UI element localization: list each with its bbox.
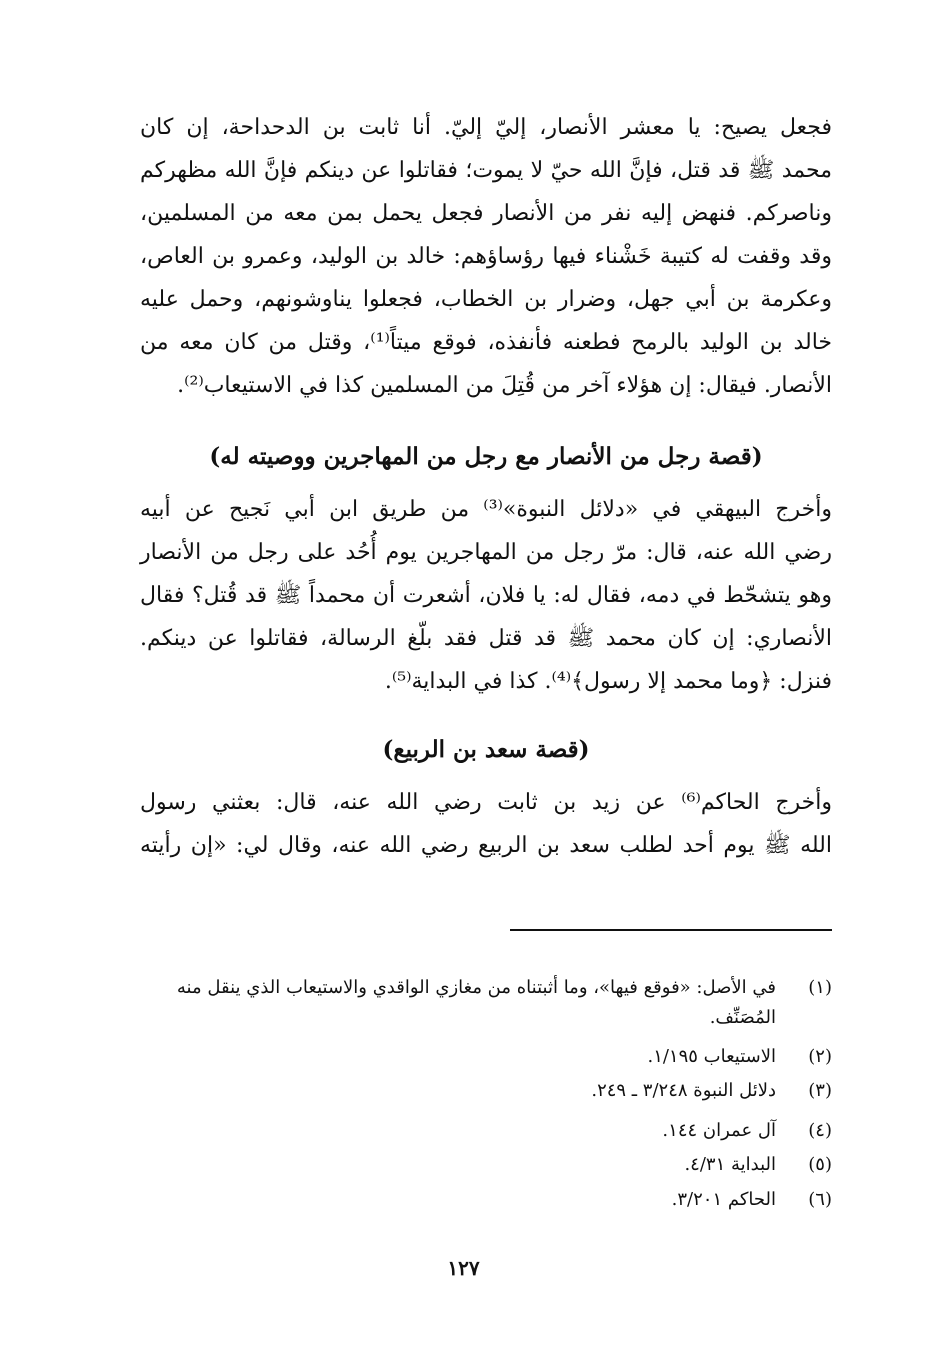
paragraph1-line: فجعل يصيح: يا معشر الأنصار، إليّ إليّ. أنا ثابت بن الدحداحة، إن كان — [140, 115, 832, 140]
footnote-text: الحاكم ٣/٢٠١. — [671, 1189, 776, 1210]
footnote-number: (٢) — [808, 1046, 832, 1067]
paragraph1-line: وقد وقفت له كتيبة خَشْناء فيها رؤساؤهم: خالد بن الوليد، وعمرو بن العاص، — [140, 244, 832, 269]
paragraph1-line: خالد بن الوليد بالرمح فطعنه فأنفذه، فوقع ميتاً⁽¹⁾، وقتل من كان معه من — [140, 330, 832, 355]
paragraph2-line: الأنصاري: إن كان محمد ﷺ قد قتل فقد بلّغ الرسالة، فقاتلوا عن دينكم. — [140, 626, 832, 651]
footnote-number: (١) — [808, 977, 832, 998]
footnote — [140, 1186, 832, 1214]
footnote-text: الاستيعاب ١/١٩٥. — [647, 1046, 776, 1067]
footnote-number: (٥) — [808, 1154, 832, 1175]
paragraph2-line: رضي الله عنه، قال: مرّ رجل من المهاجرين يوم أُحُد على رجل من الأنصار — [140, 540, 832, 565]
paragraph2-line: وهو يتشحّط في دمه، فقال له: يا فلان، أشعرت أن محمداً ﷺ قد قُتل؟ فقال — [140, 583, 832, 608]
footnote — [140, 1151, 832, 1179]
footnote-number: (٤) — [808, 1120, 832, 1141]
paragraph1-line: الأنصار. فيقال: إن هؤلاء آخر من قُتِلَ من المسلمين كذا في الاستيعاب⁽²⁾. — [177, 373, 832, 398]
footnote-continuation: المُصَنِّف. — [709, 1007, 776, 1028]
footnote-text: دلائل النبوة ٣/٢٤٨ ـ ٢٤٩. — [591, 1080, 776, 1101]
footnote-separator — [510, 929, 832, 931]
footnote — [140, 1043, 832, 1071]
paragraph1-line: محمد ﷺ قد قتل، فإنَّ الله حيّ لا يموت؛ فقاتلوا عن دينكم فإنَّ الله مظهركم — [140, 158, 832, 183]
footnote — [140, 1077, 832, 1105]
paragraph3-line: الله ﷺ يوم أحد لطلب سعد بن الربيع رضي الله عنه، وقال لي: «إن رأيته — [140, 833, 832, 858]
footnote — [140, 1117, 832, 1145]
paragraph1-line: وعكرمة بن أبي جهل، وضرار بن الخطاب، فجعلوا يناوشونهم، وحمل عليه — [140, 287, 832, 312]
footnote-text: البداية ٤/٣١. — [684, 1154, 776, 1175]
footnote-text: آل عمران ١٤٤. — [662, 1120, 776, 1141]
section-heading: (قصة رجل من الأنصار مع رجل من المهاجرين ووصيته له) — [209, 443, 763, 470]
section-heading: (قصة سعد بن الربيع) — [382, 736, 590, 763]
paragraph2-line: وأخرج البيهقي في «دلائل النبوة»⁽³⁾ من طريق ابن أبي نَجيح عن أبيه — [140, 497, 832, 522]
footnote-text: في الأصل: «فوقع فيها»، وما أثبتناه من مغازي الواقدي والاستيعاب الذي ينقل منه — [176, 977, 776, 998]
paragraph1-line: وناصركم. فنهض إليه نفر من الأنصار فجعل يحمل بمن معه من المسلمين، — [140, 201, 832, 226]
footnote-number: (٦) — [808, 1189, 832, 1210]
footnote — [140, 974, 832, 1002]
footnote-number: (٣) — [808, 1080, 832, 1101]
paragraph2-line: فنزل: ﴿وما محمد إلا رسول﴾⁽⁴⁾. كذا في البداية⁽⁵⁾. — [384, 669, 832, 694]
page-number: ١٢٧ — [447, 1256, 480, 1280]
paragraph3-line: وأخرج الحاكم⁽⁶⁾ عن زيد بن ثابت رضي الله عنه، قال: بعثني رسول — [140, 790, 832, 815]
